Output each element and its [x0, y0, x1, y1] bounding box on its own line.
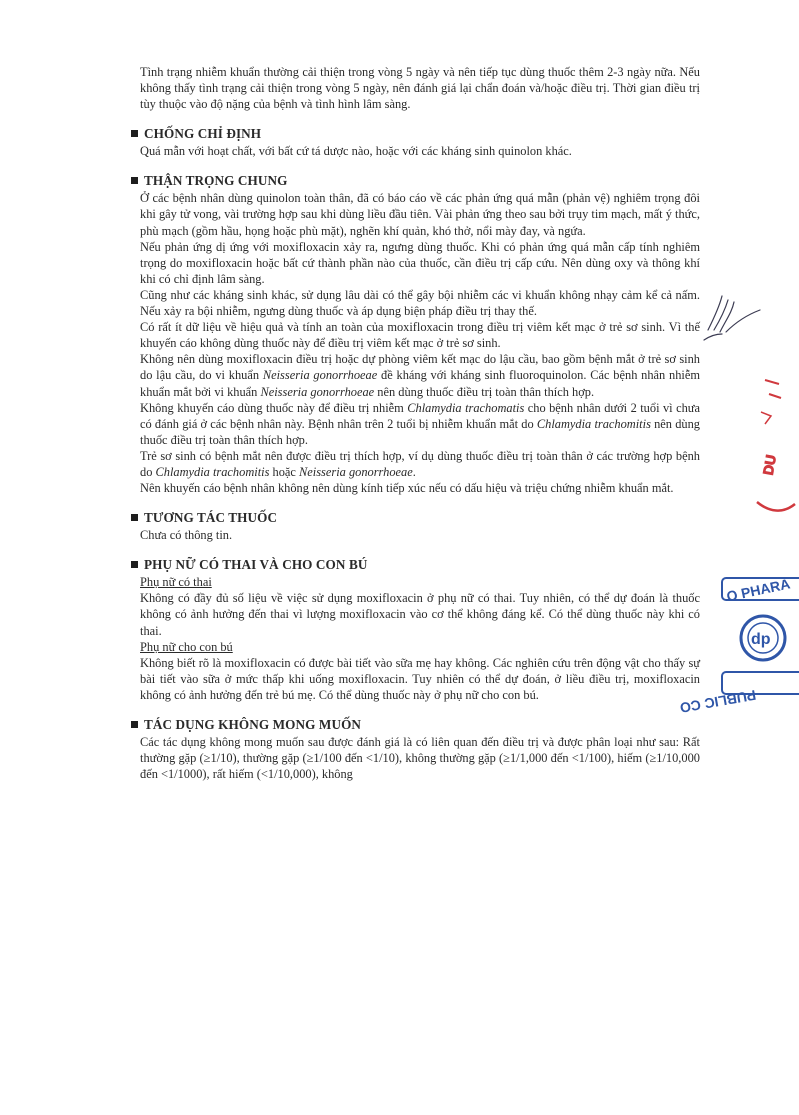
paragraph	[140, 480, 700, 496]
section-heading	[131, 172, 700, 189]
section-heading-text: TƯƠNG TÁC THUỐC	[144, 510, 278, 526]
text-run: .	[412, 464, 416, 479]
text-run: hoặc	[269, 464, 300, 479]
section-chong-chi-dinh	[140, 125, 700, 159]
section-heading-text: TÁC DỤNG KHÔNG MONG MUỐN	[144, 717, 362, 732]
paragraph	[140, 527, 700, 543]
text-run: Tình trạng nhiễm khuẩn thường cải thiện trong vòng 5 ngày và nên tiếp tục dùng thuốc thêm 2-3 ngày nữa. Nếu không thấy tình trạng cải thiện trong vòng 5 ngày, nên đánh giá lại chẩn đoán và/hoặc điều trị. Thời gian điều trị tùy thuộc vào độ nặng của bệnh và tình hình lâm sàng.	[140, 65, 700, 112]
italic-species-name: Neisseria gonorrhoeae	[299, 464, 413, 479]
svg-text:DU: DU	[759, 453, 780, 477]
text-run: Có rất ít dữ liệu về hiệu quả và tính an toàn của moxifloxacin trong điều trị viêm kết mạc ở trẻ sơ sinh. Vì thế khuyến cáo không dùng thuốc này để điều trị viêm kết mạc ở trẻ sơ sinh.	[140, 320, 700, 351]
italic-species-name: Chlamydia trachomitis	[536, 416, 651, 431]
section-heading	[131, 125, 700, 142]
text-run: nên dùng thuốc điều trị toàn thân thích hợp.	[140, 416, 700, 447]
text-run: Không có đầy đủ số liệu về việc sử dụng moxifloxacin ở phụ nữ có thai. Tuy nhiên, có thể dự đoán là thuốc không có ảnh hưởng đến thai vì lượng moxifloxacin vào cơ thể không đáng kể. Có thể dùng thuốc này khi có thai.	[140, 591, 700, 638]
paragraph	[140, 143, 700, 159]
signature-scribble	[700, 290, 770, 345]
text-run: đề kháng với kháng sinh fluoroquinolon. Các bệnh nhân nhiễm khuẩn mắt bởi vi khuẩn	[140, 368, 701, 399]
section-heading-text: THẬN TRỌNG CHUNG	[144, 173, 288, 189]
paragraph	[140, 239, 700, 287]
text-run: Không biết rõ là moxifloxacin có được bài tiết vào sữa mẹ hay không. Các nghiên cứu trên động vật cho thấy sự bài tiết vào sữa ở mức thấp khi uống moxifloxacin. Tuy nhiên có thể dự đoán, ở liều điều trị, moxifloxacin không có ảnh hưởng đến trẻ bú mẹ. Có thể dùng thuốc này ở phụ nữ cho con bú.	[140, 655, 700, 702]
text-run: nên dùng thuốc điều trị toàn thân thích hợp.	[374, 384, 595, 399]
section-heading-text: PHỤ NỮ CÓ THAI VÀ CHO CON BÚ	[144, 557, 368, 573]
bullet-square-icon	[131, 561, 138, 568]
paragraph	[140, 351, 700, 399]
italic-species-name: Chlamydia trachomitis	[155, 464, 270, 479]
svg-text:PUBLIC CO: PUBLIC CO	[678, 687, 758, 717]
section-heading	[131, 509, 700, 526]
text-run: cho bệnh nhân dưới 2 tuổi vì chưa có đánh giá ở các bệnh nhân này. Bệnh nhân trên 2 tuổi bị nhiễm khuẩn mắt do	[140, 400, 700, 431]
paragraph	[140, 574, 700, 590]
section-than-trong-chung	[140, 172, 700, 496]
bullet-square-icon	[131, 130, 138, 137]
text-run: Cũng như các kháng sinh khác, sử dụng lâu dài có thể gây bội nhiễm các vi khuẩn không nhạy cảm kể cả nấm. Nếu xảy ra bội nhiễm, ngưng dùng thuốc và áp dụng biện pháp điều trị thay thế.	[140, 287, 700, 319]
svg-text:O PHARA: O PHARA	[725, 575, 792, 605]
italic-species-name: Neisseria gonorrhoeae	[260, 384, 375, 399]
document-page	[140, 64, 700, 782]
svg-text:dp: dp	[751, 631, 771, 648]
paragraph	[140, 64, 700, 112]
section-heading-text: CHỐNG CHỈ ĐỊNH	[144, 126, 262, 142]
text-run: Nên khuyến cáo bệnh nhân không nên dùng kính tiếp xúc nếu có dấu hiệu và triệu chứng nhiễm khuẩn mắt.	[140, 481, 674, 496]
company-stamp	[678, 560, 799, 717]
section-tac-dung-khong-mong-muon	[140, 716, 700, 782]
text-run: Không khuyến cáo dùng thuốc này để điều trị nhiễm	[140, 400, 408, 415]
text-run: Quá mẫn với hoạt chất, với bất cứ tá dược nào, hoặc với các kháng sinh quinolon khác.	[140, 144, 572, 159]
section-tuong-tac-thuoc	[140, 509, 700, 543]
text-run: Các tác dụng không mong muốn sau được đánh giá là có liên quan đến điều trị và được phân loại như sau: Rất thường gặp (≥1/10), thường gặp (≥1/100 đến <1/10), không thường gặp (≥1/1,000 đến <1/100), hiếm (≥1/10,000 đến <1/1000), rất hiếm (<1/10,000), không	[140, 735, 700, 782]
section-heading	[131, 716, 700, 733]
text-run: Nếu phản ứng dị ứng với moxifloxacin xảy ra, ngưng dùng thuốc. Khi có phản ứng quá mẫn cấp tính nghiêm trọng do moxifloxacin hoặc bất cứ thành phần nào của thuốc, cần điều trị cấp cứu. Nên dùng oxy và thông khí khi có chỉ định lâm sàng.	[140, 239, 700, 286]
paragraph	[140, 448, 700, 480]
bullet-square-icon	[131, 514, 138, 521]
italic-species-name: Chlamydia trachomatis	[407, 400, 525, 415]
paragraph	[140, 639, 700, 655]
red-stamp-fragment	[755, 372, 799, 522]
bullet-square-icon	[131, 721, 138, 728]
text-run: Không nên dùng moxifloxacin điều trị hoặc dự phòng viêm kết mạc do lậu cầu, bao gồm bệnh mắt ở trẻ sơ sinh do lậu cầu, do vi khuẩn	[140, 352, 700, 383]
text-run: Ở các bệnh nhân dùng quinolon toàn thân, đã có báo cáo về các phản ứng quá mẫn (phản vệ) nghiêm trọng đôi khi gây tử vong, vài trường hợp sau khi dùng liều đầu tiên. Vài phản ứng theo sau bởi trụy tim mạch, mất ý thức, phù mạch (gồm hầu, họng hoặc phù mặt), nghẽn khí quản, khó thở, nổi mày đay, và ngứa.	[140, 191, 700, 238]
paragraph	[140, 190, 700, 238]
paragraph	[140, 590, 700, 638]
paragraph	[140, 655, 700, 703]
paragraph	[140, 400, 700, 448]
section-heading	[131, 556, 700, 573]
text-run: Trẻ sơ sinh có bệnh mắt nên được điều trị thích hợp, ví dụ dùng thuốc điều trị toàn thân ở các trường hợp bệnh do	[140, 448, 700, 479]
paragraph	[140, 734, 700, 782]
subheading: Phụ nữ cho con bú	[140, 639, 233, 654]
section-phu-nu-co-thai	[140, 556, 700, 703]
paragraph	[140, 287, 700, 319]
subheading: Phụ nữ có thai	[140, 575, 212, 590]
section-intro	[140, 64, 700, 112]
bullet-square-icon	[131, 177, 138, 184]
text-run: Chưa có thông tin.	[140, 528, 233, 543]
italic-species-name: Neisseria gonorrhoeae	[262, 368, 378, 383]
paragraph	[140, 319, 700, 351]
